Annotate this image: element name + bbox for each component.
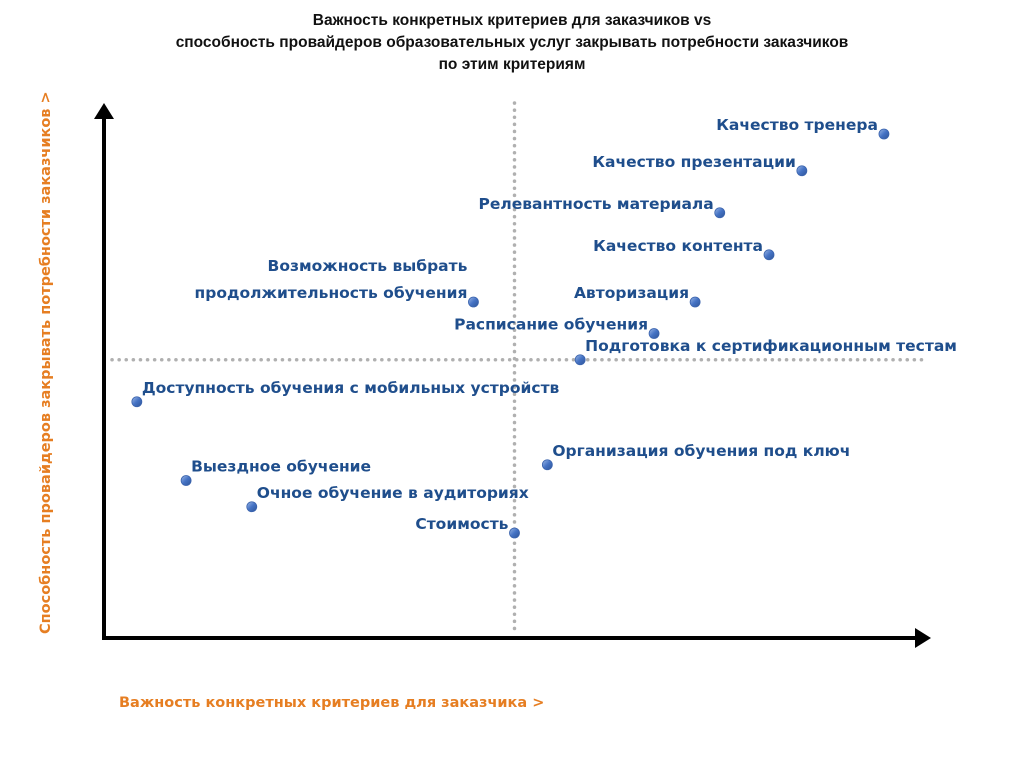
data-point: [478, 195, 724, 218]
chart-title-line-3: по этим критериям: [438, 56, 586, 73]
data-point: [247, 484, 529, 512]
data-point: [132, 379, 560, 407]
data-point: [195, 257, 479, 307]
point-marker: [181, 476, 191, 486]
point-label: Качество контента: [593, 236, 764, 255]
data-point: [593, 237, 774, 260]
point-label: Возможность выбрать: [267, 257, 468, 275]
data-point: [716, 116, 889, 139]
point-label: Подготовка к сертификационным тестам: [585, 336, 957, 355]
data-point: [592, 153, 807, 176]
point-label: Авторизация: [573, 284, 690, 302]
point-label: Доступность обучения с мобильных устройств: [141, 378, 560, 397]
axes: [94, 103, 931, 648]
point-label: Качество тренера: [716, 116, 878, 134]
chart-title-line-1: Важность конкретных критериев для заказчиков vs: [312, 12, 712, 29]
x-axis-label: Важность конкретных критериев для заказчика >: [119, 695, 545, 711]
point-marker: [468, 297, 478, 307]
point-label: Качество презентации: [592, 152, 796, 171]
point-label: Очное обучение в аудиториях: [256, 483, 529, 502]
point-marker: [247, 502, 257, 512]
point-label: Организация обучения под ключ: [552, 441, 851, 460]
point-label: Релевантность материала: [478, 194, 714, 213]
data-point: [542, 442, 850, 470]
point-marker: [764, 250, 774, 260]
point-marker: [575, 355, 585, 365]
point-marker: [690, 297, 700, 307]
point-marker: [510, 528, 520, 538]
quadrant-dividers: [112, 103, 925, 630]
point-label: продолжительность обучения: [194, 284, 468, 302]
data-point: [181, 458, 371, 486]
data-point: [415, 515, 519, 538]
x-axis-arrow-icon: [915, 628, 931, 648]
point-marker: [879, 129, 889, 139]
point-marker: [132, 397, 142, 407]
point-label: Расписание обучения: [454, 315, 649, 334]
data-point: [574, 284, 700, 307]
y-axis-label: Способность провайдеров закрывать потребности заказчиков >: [38, 91, 54, 634]
point-marker: [797, 166, 807, 176]
chart-title-line-2: способность провайдеров образовательных услуг закрывать потребности заказчиков: [175, 34, 849, 51]
point-marker: [715, 208, 725, 218]
y-axis-arrow-icon: [94, 103, 114, 119]
data-points: [132, 116, 957, 538]
point-label: Выездное обучение: [191, 457, 372, 476]
data-point: [454, 316, 659, 339]
point-marker: [542, 460, 552, 470]
point-label: Стоимость: [415, 515, 509, 533]
